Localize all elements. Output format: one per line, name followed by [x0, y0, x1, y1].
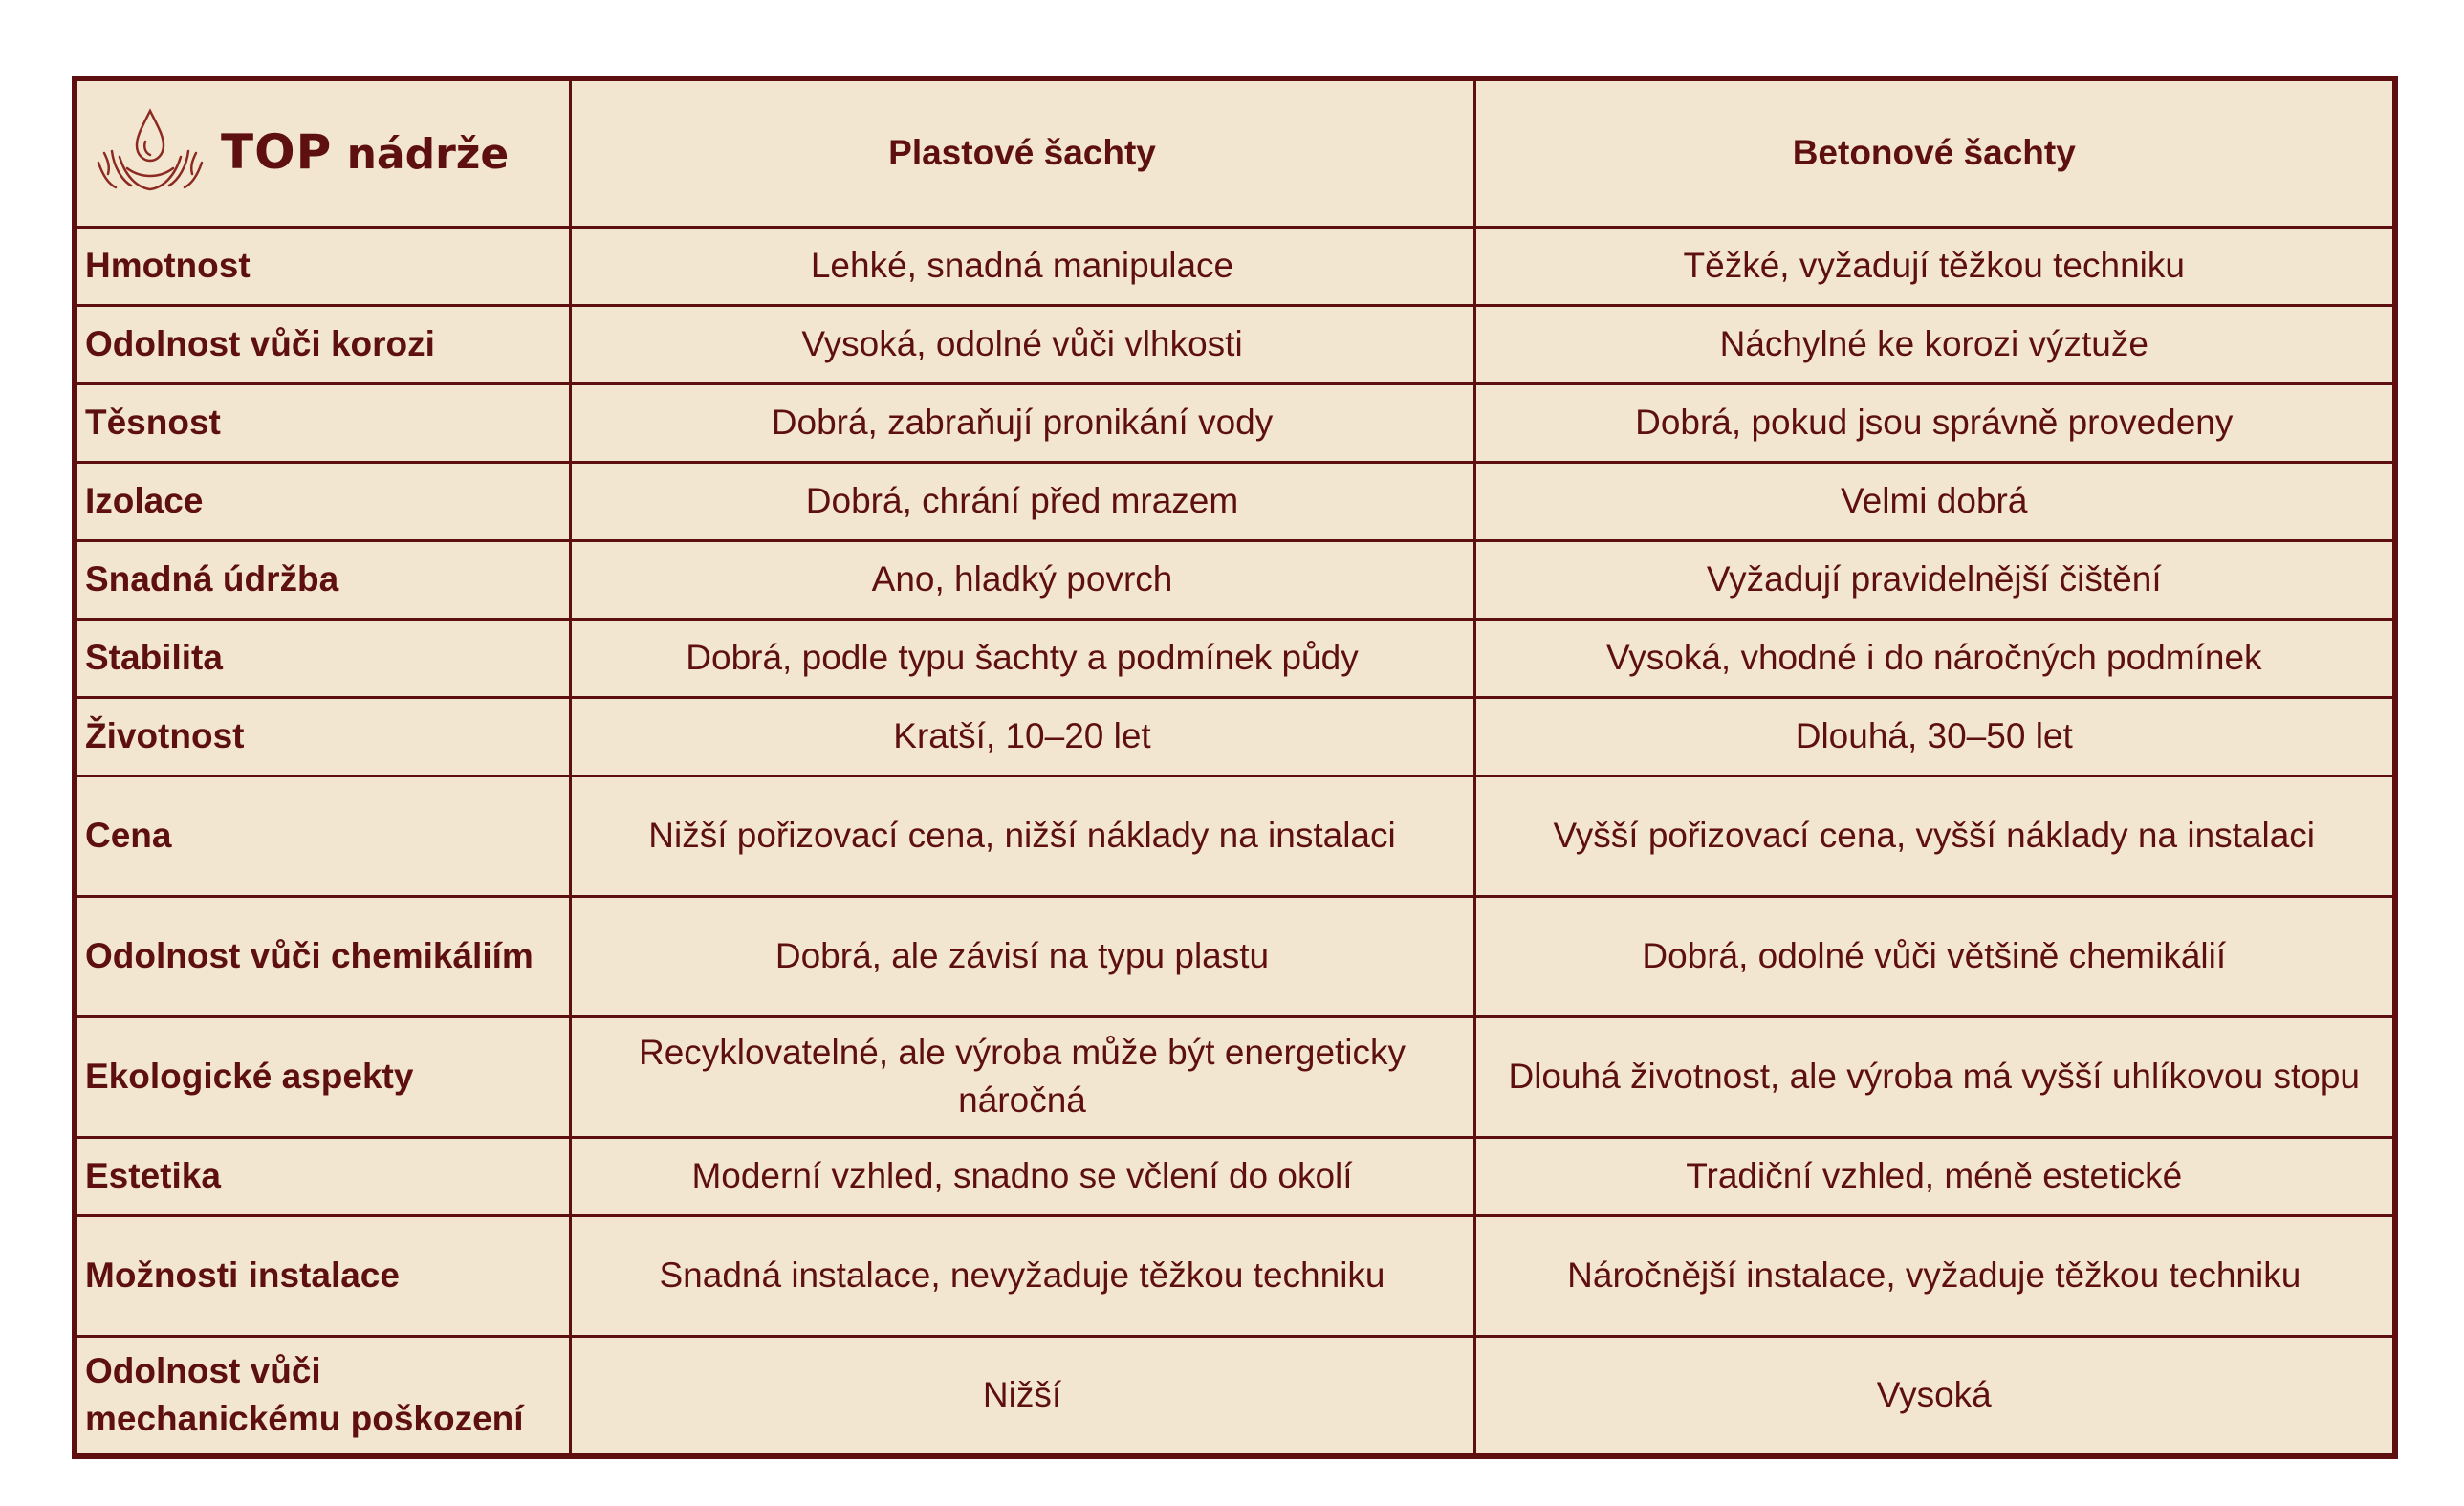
- row-label: Snadná údržba: [75, 540, 570, 619]
- plastic-value: Dobrá, zabraňují pronikání vody: [570, 383, 1474, 462]
- plastic-value: Nižší pořizovací cena, nižší náklady na instalaci: [570, 775, 1474, 896]
- table-row: [75, 1016, 2395, 1137]
- concrete-value: Těžké, vyžadují těžkou techniku: [1474, 227, 2395, 305]
- concrete-value: Vyšší pořizovací cena, vyšší náklady na instalaci: [1474, 775, 2395, 896]
- table-row: [75, 697, 2395, 775]
- header-row: [75, 78, 2395, 227]
- row-label: Možnosti instalace: [75, 1215, 570, 1336]
- row-label: Odolnost vůči chemikáliím: [75, 896, 570, 1016]
- water-drop-crown-icon: [93, 107, 206, 199]
- concrete-value: Tradiční vzhled, méně estetické: [1474, 1137, 2395, 1215]
- table-row: [75, 1336, 2395, 1456]
- plastic-value: Lehké, snadná manipulace: [570, 227, 1474, 305]
- plastic-value: Ano, hladký povrch: [570, 540, 1474, 619]
- row-label: Životnost: [75, 697, 570, 775]
- plastic-value: Dobrá, chrání před mrazem: [570, 462, 1474, 540]
- brand-name: TOP nádrže: [221, 123, 510, 180]
- table-row: [75, 462, 2395, 540]
- table-row: [75, 540, 2395, 619]
- plastic-value: Vysoká, odolné vůči vlhkosti: [570, 305, 1474, 383]
- concrete-value: Dlouhá životnost, ale výroba má vyšší uhlíkovou stopu: [1474, 1016, 2395, 1137]
- plastic-value: Moderní vzhled, snadno se včlení do okolí: [570, 1137, 1474, 1215]
- logo: [93, 107, 559, 199]
- row-label: Stabilita: [75, 619, 570, 697]
- plastic-value: Snadná instalace, nevyžaduje těžkou techniku: [570, 1215, 1474, 1336]
- row-label: Ekologické aspekty: [75, 1016, 570, 1137]
- table-row: [75, 227, 2395, 305]
- header-concrete: Betonové šachty: [1474, 78, 2395, 227]
- concrete-value: Velmi dobrá: [1474, 462, 2395, 540]
- table-row: [75, 1137, 2395, 1215]
- plastic-value: Dobrá, ale závisí na typu plastu: [570, 896, 1474, 1016]
- row-label: Odolnost vůči mechanickému poškození: [75, 1336, 570, 1456]
- table-row: [75, 1215, 2395, 1336]
- plastic-value: Recyklovatelné, ale výroba může být energeticky náročná: [570, 1016, 1474, 1137]
- plastic-value: Dobrá, podle typu šachty a podmínek půdy: [570, 619, 1474, 697]
- logo-cell: [75, 78, 570, 227]
- row-label: Estetika: [75, 1137, 570, 1215]
- comparison-sheet: [72, 76, 2392, 1451]
- table-row: [75, 775, 2395, 896]
- concrete-value: Dlouhá, 30–50 let: [1474, 697, 2395, 775]
- concrete-value: Náchylné ke korozi výztuže: [1474, 305, 2395, 383]
- concrete-value: Vyžadují pravidelnější čištění: [1474, 540, 2395, 619]
- table-row: [75, 383, 2395, 462]
- concrete-value: Náročnější instalace, vyžaduje těžkou techniku: [1474, 1215, 2395, 1336]
- row-label: Izolace: [75, 462, 570, 540]
- table-row: [75, 619, 2395, 697]
- row-label: Cena: [75, 775, 570, 896]
- concrete-value: Dobrá, pokud jsou správně provedeny: [1474, 383, 2395, 462]
- row-label: Odolnost vůči korozi: [75, 305, 570, 383]
- concrete-value: Dobrá, odolné vůči většině chemikálií: [1474, 896, 2395, 1016]
- table-row: [75, 896, 2395, 1016]
- comparison-table: [72, 76, 2398, 1459]
- concrete-value: Vysoká, vhodné i do náročných podmínek: [1474, 619, 2395, 697]
- plastic-value: Kratší, 10–20 let: [570, 697, 1474, 775]
- row-label: Těsnost: [75, 383, 570, 462]
- concrete-value: Vysoká: [1474, 1336, 2395, 1456]
- header-plastic: Plastové šachty: [570, 78, 1474, 227]
- plastic-value: Nižší: [570, 1336, 1474, 1456]
- table-row: [75, 305, 2395, 383]
- row-label: Hmotnost: [75, 227, 570, 305]
